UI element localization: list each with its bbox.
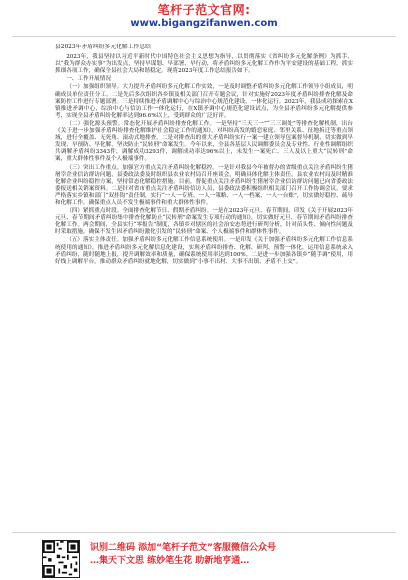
- paragraph-1: （一）加强组织领导。大力提升矛盾纠纷多元化解工作实效，一是及时调整矛盾纠纷多元化解工作领导小组成员，明确成员单位责任分工。二是先后多次组织各乡镇及相关部门召开专题会议，针对实施好2023年度矛盾纠纷排查化解及命案防控工作进行专题部署。三是持续推进矛盾调解中心与综治中心规范化建设，一体化运行。2023年，我县成功探索在X镇推进矛调中心，综治中心与信访工作一体化运行，在X镇矛调中心规范化建设试点，为全县矛盾纠纷多元化解提供参考，实现全县矛盾纠纷化解率达到96.6%以上，受到群众的广泛好评。: [55, 84, 353, 119]
- brand-name: 笔杆子范文官网:: [157, 3, 251, 18]
- site-header: [0, 0, 408, 34]
- qr-code-icon[interactable]: [42, 540, 80, 578]
- paragraph-5: （五）落实主体责任。加强矛盾纠纷多元化解工作信息系统使用。一是印发《关于加强矛盾纠纷多元化解工作信息系统使用的通知》，推进矛盾纠纷多元化解信息化建设，实现矛盾纠纷排查、化解、研判、预警一体化，运用信息系统录入矛盾纠纷，随时随地上报，提升调解效率和质量，确保系统使用率达到100%。二是进一步加强各镇乡“随手调”使用，用好线上调解平台，推动群众矛盾纠纷就地化解，切实做到“小事不出村、大事不出镇、矛盾不上交”。: [55, 237, 353, 265]
- site-url[interactable]: www.bigangzifanwen.com: [130, 18, 278, 30]
- paragraph-2: （二）强化源头预警。常态化开展矛盾纠纷排查化解工作。一是坚持“三天三一”“三三调处”等排查化解机制，出台《关于进一步加强矛盾纠纷排查化解维护社会稳定工作的通知》，对纠纷高发的婚恋家庭、邻里关系、征地拆迁等重点领域，进行全覆盖、无死角、滚动式地排查。二是对排查出的重大矛盾纠纷实行一案一建立领导包案督导机制，切实做到早发现、早预防、早化解，坚决防止“民转刑”命案发生。今年以来，全县各基层人民调解委员会及专业性、行业性调解组织共调解矛盾纠纷3343件，调解成功3293件，调解成功率达96%以上，未发生一案死亡、三人及以上重大“民转刑”命案，重大群体性事件及个人极端事件。: [55, 120, 353, 163]
- intro-paragraph: 2023年，我县坚持以习近平新时代中国特色社会主义思想为指导，以贯彻落实《省纠纷多元化解条例》为抓手，以“我为群众办实事”为出发点，坚持早谋划、早部署、早行动，将矛盾纠纷多元化解工作作为平安建设的基础工程，抓实抓细各项工作，确保全县社会大局和谐稳定。现将2023年度工作总结报告如下。: [55, 54, 353, 75]
- footer-divider: [12, 532, 396, 533]
- paragraph-4: （四）紧抓重点时段。全面排查化解节日、假期矛盾纠纷。一是在2023年元旦、春节期间，印发《关于开展2023年元旦、春节期间矛盾纠纷集中排查化解防止“民转刑”命案发生专项行动的通知》，切实做好元旦、春节期间矛盾纠纷排查化解工作。两会期间，全县实行“零报告”制度，各镇乡对辖区的社会治安态势进行研判分析，针对苗头性、倾向性问题及时采取措施，确保不发生因矛盾纠纷激化引发的“民转刑”命案、个人极端事件和群体性事件。: [55, 208, 353, 236]
- header-divider: [12, 36, 396, 37]
- document-title: 县2023年矛盾纠纷多元化解工作总结: [55, 44, 151, 50]
- footer-promo: [90, 542, 390, 568]
- qr-code-graphic: [43, 541, 79, 577]
- section-heading: 一、工作开展情况: [66, 76, 111, 83]
- paragraph-3: （三）突出工作重点。加强官方重点关注矛盾纠纷化解稳控。一是针对我县今年被督办的省级重点关注矛盾纠纷生猪屠宰企业信访群访问题，县委政法委及时组织县农业农村局召开座谈会，明确具体化解主体责任，县农业农村局及时精准化解企业纠纷稳控方案，坚持常态化解稳控措施，目前，督促重点关注矛盾纠纷生猪屠宰企业信访群访问题已向省委政法委报送相关销案资料。二是针对省市重点关注矛盾纠纷信访人员，县委政法委积极组织相关部门召开工作协调会议，要求严格落实乡镇和部门“双挂钩”责任制，实行“一人一专班、一人一策略、一人一档案、一人一台账”，切实做好稳控、疏导和化解工作，确保重点人员不发生极端事件和重大群体性事件。: [55, 164, 353, 206]
- document-body: [55, 44, 353, 526]
- footer-line-1: 识别二维码 添加“笔杆子范文”客服微信公众号: [90, 543, 276, 553]
- footer-line-2: …集天下文思 练妙笔生花 助新地亨通…: [90, 556, 250, 566]
